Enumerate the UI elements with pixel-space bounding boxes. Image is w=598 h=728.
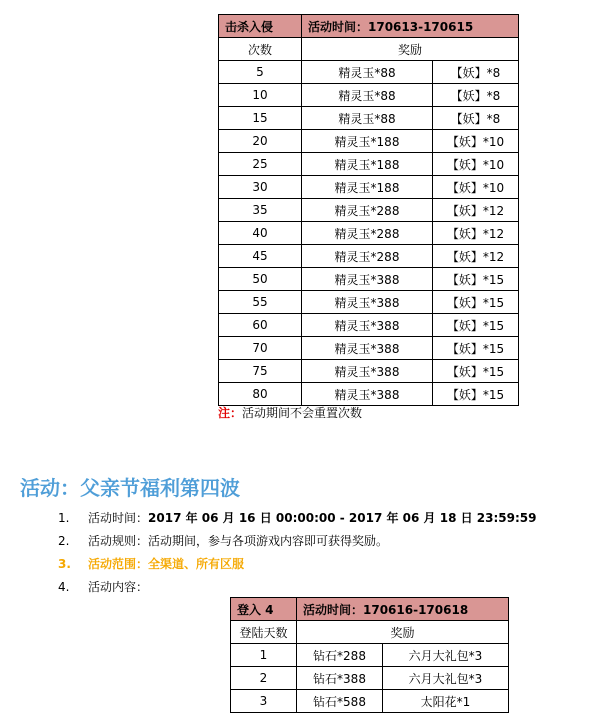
cell-reward-jade: 精灵玉*88 bbox=[302, 61, 433, 84]
table-header-title: 登入 4 bbox=[231, 598, 297, 621]
cell-reward-item: 六月大礼包*3 bbox=[383, 667, 509, 690]
cell-count: 15 bbox=[219, 107, 302, 130]
table-row bbox=[231, 667, 509, 690]
table-row bbox=[219, 176, 519, 199]
note-text: 活动期间不会重置次数 bbox=[242, 406, 363, 420]
item-number: 1. bbox=[58, 511, 70, 525]
table-row bbox=[219, 337, 519, 360]
item-label: 活动范围： bbox=[88, 557, 149, 571]
cell-reward-yao: 【妖】*15 bbox=[433, 268, 519, 291]
table-row bbox=[219, 314, 519, 337]
table-row bbox=[219, 153, 519, 176]
cell-count: 30 bbox=[219, 176, 302, 199]
item-value: 2017 年 06 月 16 日 00:00:00 - 2017 年 06 月 18 日 23:59:59 bbox=[148, 511, 537, 525]
cell-count: 55 bbox=[219, 291, 302, 314]
table-header-time: 活动时间：170616-170618 bbox=[297, 598, 509, 621]
table-row bbox=[219, 107, 519, 130]
item-number: 3. bbox=[58, 557, 71, 571]
item-value: 全渠道、所有区服 bbox=[148, 557, 245, 571]
login-reward-table bbox=[230, 597, 509, 713]
column-header-reward: 奖励 bbox=[297, 621, 509, 644]
table-row bbox=[219, 360, 519, 383]
cell-reward-jade: 精灵玉*88 bbox=[302, 84, 433, 107]
cell-reward-item: 六月大礼包*3 bbox=[383, 644, 509, 667]
cell-reward-jade: 精灵玉*188 bbox=[302, 176, 433, 199]
cell-reward-jade: 精灵玉*388 bbox=[302, 383, 433, 406]
cell-count: 60 bbox=[219, 314, 302, 337]
cell-reward-jade: 精灵玉*388 bbox=[302, 314, 433, 337]
cell-reward-jade: 精灵玉*388 bbox=[302, 268, 433, 291]
cell-count: 10 bbox=[219, 84, 302, 107]
table-header-row bbox=[219, 15, 519, 38]
table-row bbox=[219, 61, 519, 84]
cell-reward-jade: 精灵玉*388 bbox=[302, 360, 433, 383]
cell-reward-yao: 【妖】*8 bbox=[433, 84, 519, 107]
cell-reward-yao: 【妖】*8 bbox=[433, 107, 519, 130]
cell-day: 3 bbox=[231, 690, 297, 713]
cell-reward-yao: 【妖】*10 bbox=[433, 176, 519, 199]
item-number: 4. bbox=[58, 580, 70, 594]
cell-reward-yao: 【妖】*12 bbox=[433, 222, 519, 245]
table-row bbox=[219, 245, 519, 268]
cell-count: 80 bbox=[219, 383, 302, 406]
list-item bbox=[58, 555, 536, 578]
table-row bbox=[231, 644, 509, 667]
table-column-row bbox=[219, 38, 519, 61]
item-label: 活动规则： bbox=[88, 534, 149, 548]
table-row bbox=[219, 130, 519, 153]
cell-reward-diamond: 钻石*388 bbox=[297, 667, 383, 690]
cell-reward-yao: 【妖】*15 bbox=[433, 383, 519, 406]
table-row bbox=[219, 84, 519, 107]
cell-count: 25 bbox=[219, 153, 302, 176]
cell-reward-yao: 【妖】*15 bbox=[433, 291, 519, 314]
table-header-time: 活动时间：170613-170615 bbox=[302, 15, 519, 38]
cell-count: 45 bbox=[219, 245, 302, 268]
table-row bbox=[219, 268, 519, 291]
cell-reward-yao: 【妖】*12 bbox=[433, 199, 519, 222]
table-column-row bbox=[231, 621, 509, 644]
cell-count: 70 bbox=[219, 337, 302, 360]
cell-reward-jade: 精灵玉*288 bbox=[302, 245, 433, 268]
cell-reward-jade: 精灵玉*388 bbox=[302, 291, 433, 314]
item-label: 活动时间： bbox=[88, 511, 149, 525]
cell-reward-yao: 【妖】*10 bbox=[433, 153, 519, 176]
cell-day: 1 bbox=[231, 644, 297, 667]
cell-reward-yao: 【妖】*8 bbox=[433, 61, 519, 84]
cell-reward-jade: 精灵玉*388 bbox=[302, 337, 433, 360]
table-note bbox=[218, 404, 362, 421]
table-header-title: 击杀入侵 bbox=[219, 15, 302, 38]
cell-count: 50 bbox=[219, 268, 302, 291]
cell-reward-diamond: 钻石*588 bbox=[297, 690, 383, 713]
cell-count: 35 bbox=[219, 199, 302, 222]
column-header-days: 登陆天数 bbox=[231, 621, 297, 644]
kill-invasion-reward-table bbox=[218, 14, 519, 406]
item-value: 活动期间，参与各项游戏内容即可获得奖励。 bbox=[148, 534, 389, 548]
cell-reward-jade: 精灵玉*88 bbox=[302, 107, 433, 130]
column-header-reward: 奖励 bbox=[302, 38, 519, 61]
cell-reward-yao: 【妖】*12 bbox=[433, 245, 519, 268]
cell-reward-yao: 【妖】*15 bbox=[433, 314, 519, 337]
activity-info-list bbox=[58, 509, 536, 601]
section-title: 活动：父亲节福利第四波 bbox=[20, 476, 240, 500]
table-row bbox=[219, 222, 519, 245]
cell-reward-jade: 精灵玉*288 bbox=[302, 199, 433, 222]
cell-count: 20 bbox=[219, 130, 302, 153]
list-item bbox=[58, 532, 536, 555]
item-number: 2. bbox=[58, 534, 70, 548]
cell-reward-item: 太阳花*1 bbox=[383, 690, 509, 713]
cell-reward-yao: 【妖】*10 bbox=[433, 130, 519, 153]
table-row bbox=[219, 291, 519, 314]
table-row bbox=[219, 199, 519, 222]
table-header-row bbox=[231, 598, 509, 621]
cell-count: 40 bbox=[219, 222, 302, 245]
table-row bbox=[231, 690, 509, 713]
cell-count: 75 bbox=[219, 360, 302, 383]
cell-day: 2 bbox=[231, 667, 297, 690]
cell-reward-jade: 精灵玉*288 bbox=[302, 222, 433, 245]
note-label: 注： bbox=[218, 406, 243, 420]
list-item bbox=[58, 509, 536, 532]
cell-count: 5 bbox=[219, 61, 302, 84]
column-header-count: 次数 bbox=[219, 38, 302, 61]
cell-reward-jade: 精灵玉*188 bbox=[302, 130, 433, 153]
item-label: 活动内容： bbox=[88, 580, 149, 594]
cell-reward-yao: 【妖】*15 bbox=[433, 337, 519, 360]
cell-reward-jade: 精灵玉*188 bbox=[302, 153, 433, 176]
table-row bbox=[219, 383, 519, 406]
cell-reward-diamond: 钻石*288 bbox=[297, 644, 383, 667]
cell-reward-yao: 【妖】*15 bbox=[433, 360, 519, 383]
